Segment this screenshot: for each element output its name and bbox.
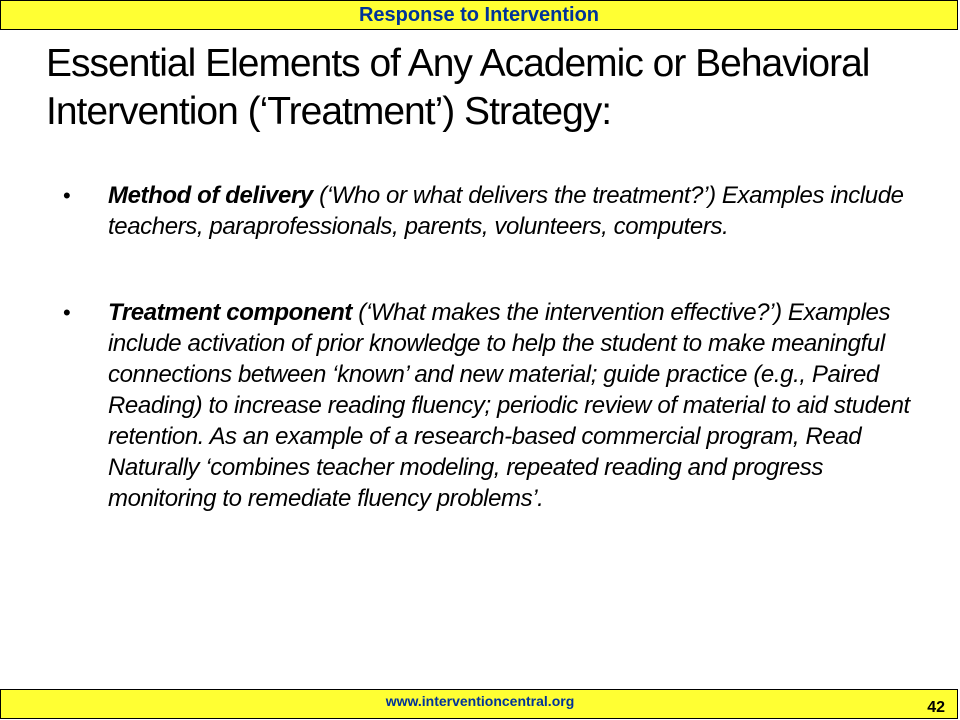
bullet-method-of-delivery (0, 180, 960, 242)
bullet-text: (‘Who or what delivers the treatment?’) Examples include teachers, paraprofessionals, parents, volunteers, computers. (108, 182, 904, 240)
bullet-list (0, 180, 960, 514)
bullet-text: (‘What makes the intervention effective?’) Examples include activation of prior knowledge to help the student to make meaningful connections between ‘known’ and new material; guide practice (e.g., Paired Reading) to increase reading fluency; periodic review of material to aid student retention. As an example of a research-based commercial program, Read Naturally ‘combines teacher modeling, repeated reading and progress monitoring to remediate fluency problems’. (108, 299, 910, 512)
bullet-marker: • (63, 183, 71, 208)
bullet-term: Method of delivery (108, 182, 313, 209)
slide-title-line-2: Intervention (‘Treatment’) Strategy: (46, 90, 612, 133)
header-title: Response to Intervention (358, 4, 600, 26)
page-number: 42 (927, 699, 945, 716)
bullet-marker: • (63, 300, 71, 325)
slide-title (46, 40, 926, 136)
slide-title-line-1: Essential Elements of Any Academic or Behavioral (46, 42, 870, 85)
header-banner (0, 0, 958, 30)
bullet-treatment-component (0, 297, 960, 514)
footer-banner (0, 689, 958, 719)
footer-url-link[interactable]: www.interventioncentral.org (385, 693, 575, 709)
bullet-term: Treatment component (108, 299, 352, 326)
